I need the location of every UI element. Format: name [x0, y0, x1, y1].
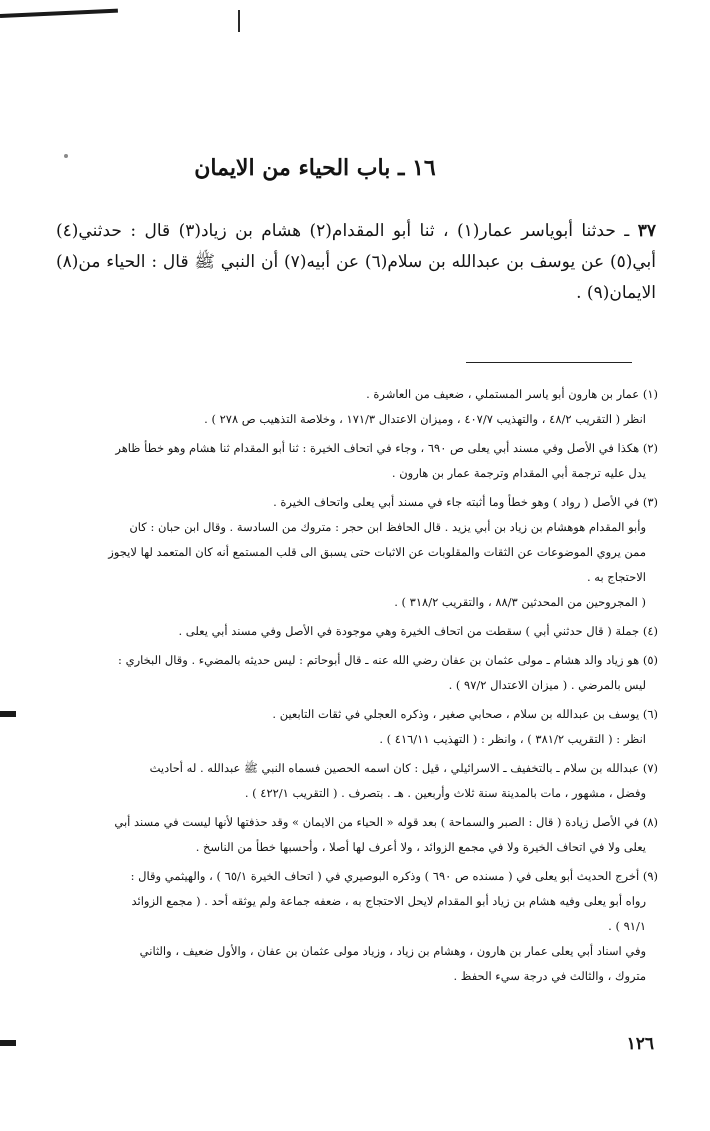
footnote-line: (١) عمار بن هارون أبو ياسر المستملي ، ضعيف من العاشرة . [366, 387, 658, 401]
footnote [50, 619, 658, 644]
footnote-line: ممن يروي الموضوعات عن الثقات والمقلوبات عن الاثبات حتى يسبق الى قلب المستمع أنه كان المتعمد لها لايجوز [108, 545, 646, 559]
footnote-line: انظر ( التقريب ٤٨/٢ ، والتهذيب ٤٠٧/٧ ، وميزان الاعتدال ١٧١/٣ ، وخلاصة التذهيب ص ٢٧٨ ) . [204, 412, 646, 426]
scan-speck [64, 154, 68, 158]
footnote [50, 382, 658, 432]
footnote-line: متروك ، والثالث في درجة سيء الحفظ . [453, 969, 646, 983]
footnote [50, 702, 658, 752]
scan-edge-tick [0, 1040, 16, 1046]
footnote-line: الاحتجاج به . [586, 570, 646, 584]
page-number: ١٢٦ [626, 1034, 654, 1054]
footnote-line: ( المجروحين من المحدثين ٨٨/٣ ، والتقريب ٣١٨/٢ ) . [394, 595, 646, 609]
scan-edge-bar [0, 9, 118, 18]
footnote-line: انظر : ( التقريب ٣٨١/٢ ) ، وانظر : ( التهذيب ٤١٦/١١ ) . [379, 732, 646, 746]
footnote-line: (٢) هكذا في الأصل وفي مسند أبي يعلى ص ٦٩٠ ، وجاء في اتحاف الخيرة : ثنا أبو المقدام ثنا هشام وهو خطأ ظاهر [115, 441, 658, 455]
footnote-line: يعلى ولا في اتحاف الخيرة ولا في مجمع الزوائد ، ولا أعرف لها أصلا ، وأحسبها خطأ من الناسخ . [195, 840, 646, 854]
footnote [50, 436, 658, 486]
footnote-line: وفضل ، مشهور ، مات بالمدينة سنة ثلاث وأربعين . هـ . بتصرف . ( التقريب ٤٢٢/١ ) . [244, 786, 646, 800]
footnote-line: (٦) يوسف بن عبدالله بن سلام ، صحابي صغير ، وذكره العجلي في ثقات التابعين . [272, 707, 658, 721]
footnote-line: (٤) جملة ( قال حدثني أبي ) سقطت من اتحاف الخيرة وهي موجودة في الأصل وفي مسند أبي يعلى . [178, 624, 658, 638]
footnote-line: يدل عليه ترجمة أبي المقدام وترجمة عمار بن هارون . [391, 466, 646, 480]
footnote-line: وأبو المقدام هوهشام بن زياد بن أبي يزيد . قال الحافظ ابن حجر : متروك من السادسة . وقال ابن حبان : كان [129, 520, 646, 534]
footnote-line: ليس بالمرضي . ( ميزان الاعتدال ٩٧/٢ ) . [448, 678, 646, 692]
footnote [50, 648, 658, 698]
footnote-line: ٩١/١ ) . [608, 919, 646, 933]
footnote [50, 756, 658, 806]
footnote-line: (٧) عبدالله بن سلام ـ بالتخفيف ـ الاسرائيلي ، قيل : كان اسمه الحصين فسماه النبي ﷺ عبدالله . له أحاديث [149, 761, 658, 775]
hadith-body: ـ حدثنا أبوياسر عمار(١) ، ثنا أبو المقدام(٢) هشام بن زياد(٣) قال : حدثني(٤) أبي(٥) عن يوسف بن عبدالله بن سلام(٦) عن أبيه(٧) أن النبي ﷺ قال : الحياء من(٨) الايمان(٩) . [56, 221, 656, 303]
footnote-line: (٩) أخرج الحديث أبو يعلى في ( مسنده ص ٦٩٠ ) وذكره البوصيري في ( اتحاف الخيرة ٦٥/١ ) ، والهيثمي وقال : [130, 869, 658, 883]
footnote-line: (٥) هو زياد والد هشام ـ مولى عثمان بن عفان رضي الله عنه ـ قال أبوحاتم : ليس حديثه بالمضيء . وقال البخاري : [118, 653, 658, 667]
footnote [50, 490, 658, 615]
footnotes [50, 382, 658, 993]
scan-edge-mark [238, 10, 240, 32]
footnote [50, 864, 658, 989]
footnote-line: رواه أبو يعلى وفيه هشام بن زياد أبو المقدام لايحل الاحتجاج به ، ضعفه جماعة ولم يوثقه أحد . ( مجمع الزوائد [131, 894, 646, 908]
footnote-line: (٨) في الأصل زيادة ( قال : الصبر والسماحة ) بعد قوله « الحياء من الايمان » وقد حذفتها لأنها ليست في مسند أبي [114, 815, 658, 829]
scan-edge-tick [0, 711, 16, 717]
footnote-separator [466, 362, 632, 363]
chapter-title: ١٦ ـ باب الحياء من الايمان [194, 155, 436, 181]
footnote [50, 810, 658, 860]
hadith-number: ٣٧ [637, 221, 656, 241]
footnote-line: (٣) في الأصل ( رواد ) وهو خطأ وما أثبته جاء في مسند أبي يعلى واتحاف الخيرة . [273, 495, 658, 509]
hadith-text [56, 216, 656, 309]
footnote-line: وفي اسناد أبي يعلى عمار بن هارون ، وهشام بن زياد ، وزياد مولى عثمان بن عفان ، والأول ضعيف ، والثاني [139, 944, 646, 958]
